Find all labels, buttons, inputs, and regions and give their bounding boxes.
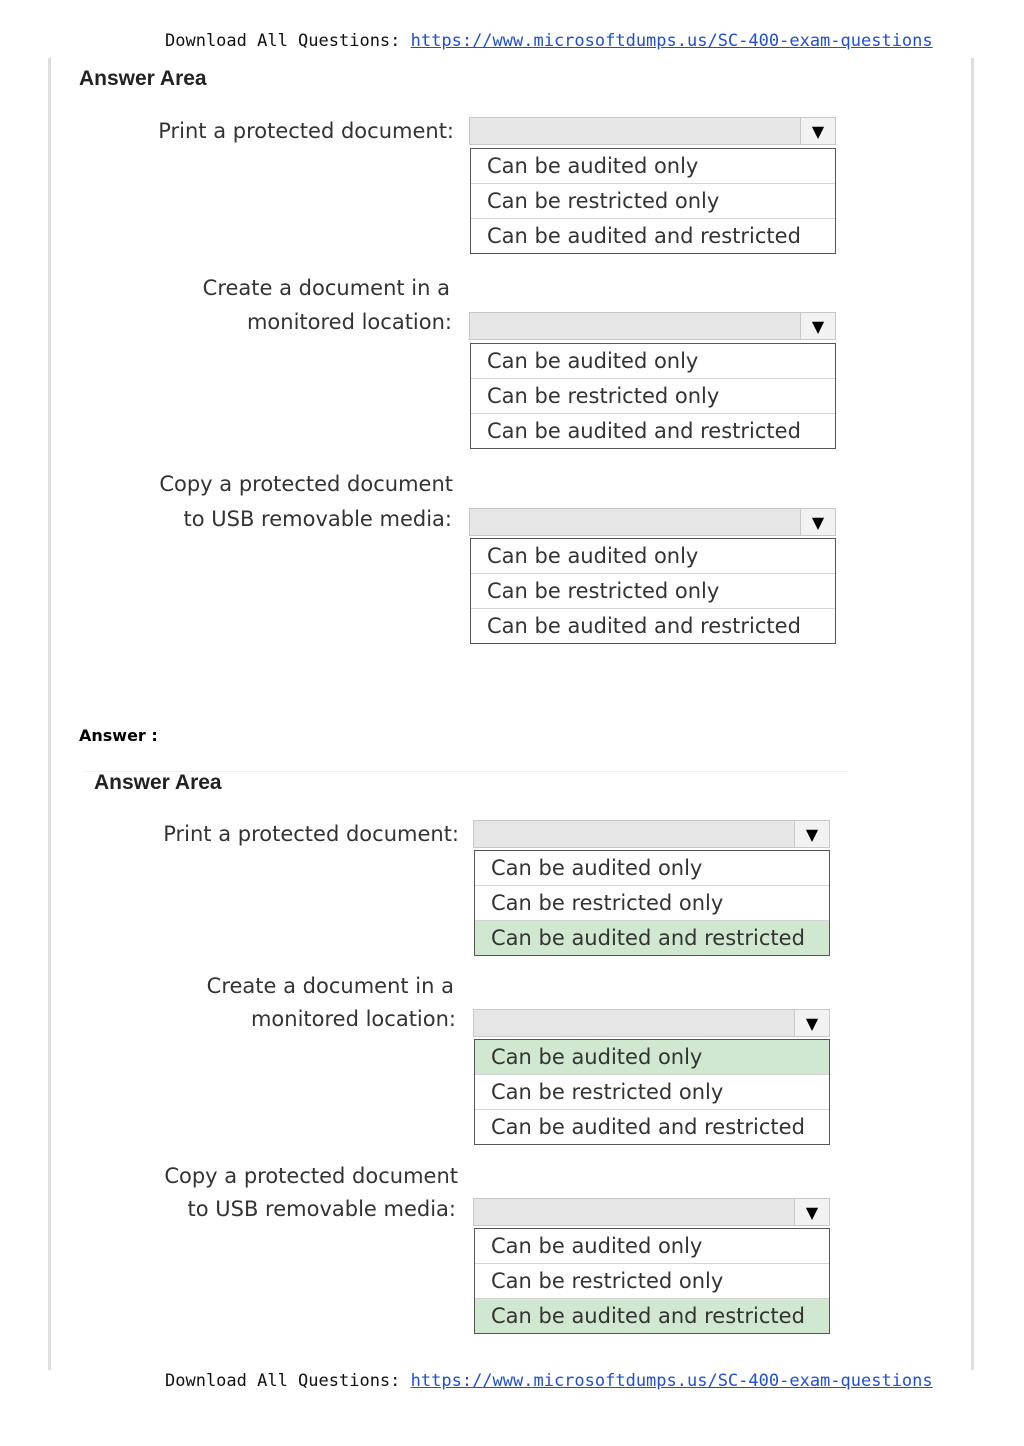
q2-label-line2: monitored location: — [246, 310, 452, 334]
option-item[interactable]: Can be audited and restricted — [487, 224, 801, 248]
option-item-selected[interactable]: Can be audited and restricted — [475, 1299, 829, 1333]
a3-dropdown[interactable] — [473, 1198, 830, 1226]
answer-area-title: Answer Area — [94, 771, 222, 794]
dropdown-arrow-icon[interactable]: ▼ — [794, 821, 829, 847]
left-border — [48, 58, 51, 1370]
q3-options — [470, 538, 836, 644]
a1-dropdown[interactable] — [473, 820, 830, 848]
a1-label: Print a protected document: — [163, 822, 459, 846]
q3-dropdown[interactable] — [469, 508, 836, 536]
header-link[interactable]: https://www.microsoftdumps.us/SC-400-exam-questions — [410, 31, 933, 51]
q3-label-line1: Copy a protected document — [159, 472, 453, 496]
dropdown-arrow-icon[interactable]: ▼ — [800, 313, 835, 339]
option-item[interactable]: Can be restricted only — [475, 1075, 829, 1110]
q3-label-line2: to USB removable media: — [183, 507, 452, 531]
dropdown-arrow-icon[interactable]: ▼ — [794, 1199, 829, 1225]
answer-heading: Answer : — [79, 726, 158, 745]
option-item[interactable]: Can be audited only — [471, 149, 835, 184]
a2-label-line2: monitored location: — [250, 1007, 456, 1031]
footer-prefix: Download All Questions: — [165, 1371, 401, 1391]
option-item[interactable]: Can be restricted only — [471, 379, 835, 414]
option-item[interactable]: Can be audited and restricted — [491, 1115, 805, 1139]
option-item[interactable]: Can be audited only — [471, 344, 835, 379]
option-item-selected[interactable]: Can be audited and restricted — [475, 921, 829, 955]
page-header — [165, 31, 933, 51]
question-area-title: Answer Area — [79, 67, 207, 90]
q1-dropdown[interactable] — [469, 117, 836, 145]
option-item-selected[interactable]: Can be audited only — [475, 1040, 829, 1075]
a2-label-line1: Create a document in a — [206, 974, 454, 998]
q2-label-line1: Create a document in a — [202, 276, 450, 300]
header-prefix: Download All Questions: — [165, 31, 401, 51]
option-item[interactable]: Can be restricted only — [471, 574, 835, 609]
dropdown-arrow-icon[interactable]: ▼ — [800, 509, 835, 535]
option-item[interactable]: Can be audited only — [471, 539, 835, 574]
a2-dropdown[interactable] — [473, 1009, 830, 1037]
a3-label-line1: Copy a protected document — [164, 1164, 458, 1188]
dropdown-arrow-icon[interactable]: ▼ — [800, 118, 835, 144]
a3-label-line2: to USB removable media: — [187, 1197, 456, 1221]
option-item[interactable]: Can be restricted only — [475, 886, 829, 921]
a3-options — [474, 1228, 830, 1334]
right-border — [971, 58, 974, 1370]
q2-options — [470, 343, 836, 449]
a1-options — [474, 850, 830, 956]
q2-dropdown[interactable] — [469, 312, 836, 340]
footer-link[interactable]: https://www.microsoftdumps.us/SC-400-exam-questions — [410, 1371, 933, 1391]
option-item[interactable]: Can be audited and restricted — [487, 614, 801, 638]
q1-label: Print a protected document: — [158, 119, 454, 143]
option-item[interactable]: Can be audited and restricted — [487, 419, 801, 443]
page-footer — [165, 1371, 933, 1391]
dropdown-arrow-icon[interactable]: ▼ — [794, 1010, 829, 1036]
option-item[interactable]: Can be restricted only — [471, 184, 835, 219]
option-item[interactable]: Can be restricted only — [475, 1264, 829, 1299]
option-item[interactable]: Can be audited only — [475, 1229, 829, 1264]
q1-options — [470, 148, 836, 254]
option-item[interactable]: Can be audited only — [475, 851, 829, 886]
a2-options — [474, 1039, 830, 1145]
